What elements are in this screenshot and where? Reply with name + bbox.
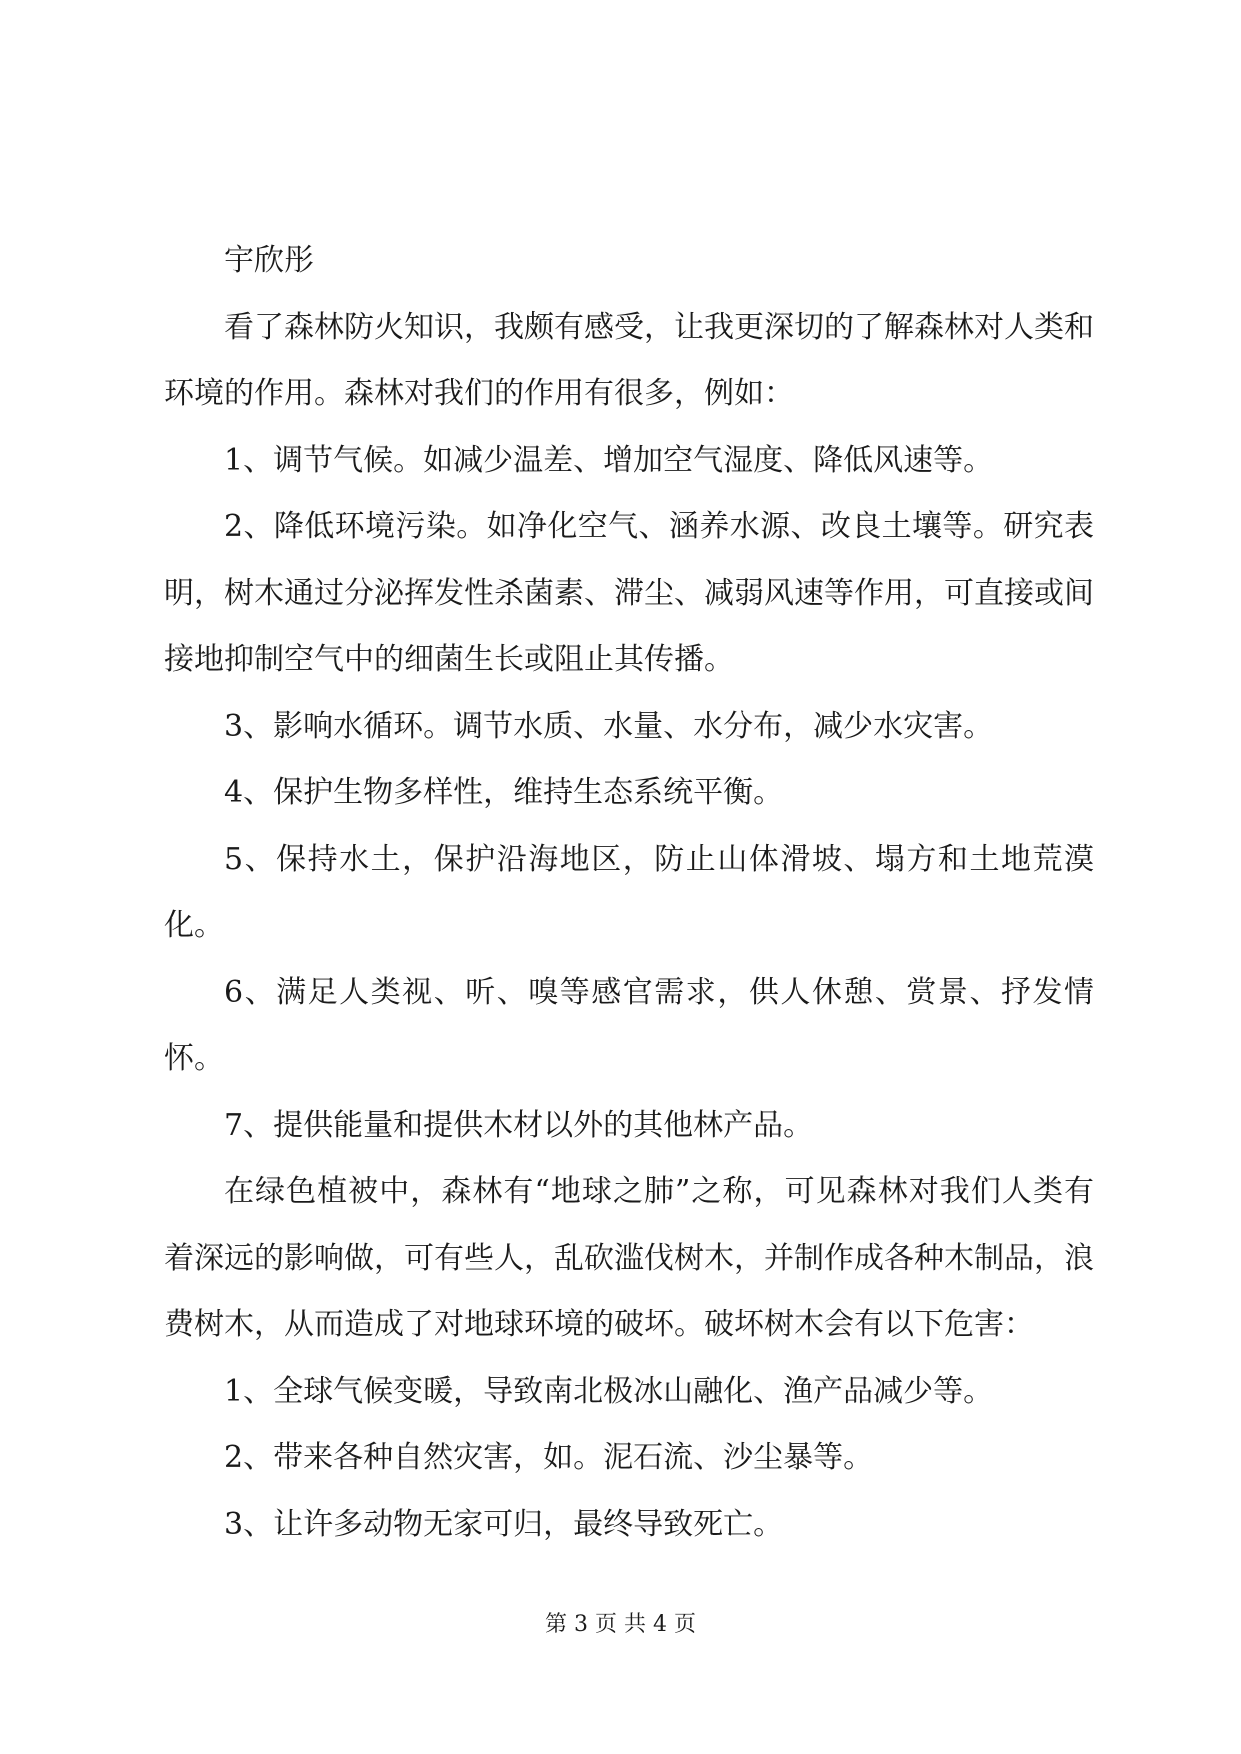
paragraph-harm-intro: 在绿色植被中，森林有“地球之肺”之称，可见森林对我们人类有着深远的影响做，可有些人，乱砍滥伐树木，并制作成各种木制品，浪费树木，从而造成了对地球环境的破坏。破坏树木会有以下危害： bbox=[164, 1174, 1094, 1342]
paragraph-benefit-3: 3、影响水循环。调节水质、水量、水分布，减少水灾害。 bbox=[224, 708, 994, 744]
paragraph-benefit-6: 6、满足人类视、听、嗅等感官需求，供人休憩、赏景、抒发情怀。 bbox=[164, 974, 1094, 1076]
paragraph-harm-3: 3、让许多动物无家可归，最终导致死亡。 bbox=[224, 1506, 784, 1542]
paragraph-benefit-4: 4、保护生物多样性，维持生态系统平衡。 bbox=[224, 775, 784, 810]
paragraph-harm-1: 1、全球气候变暖，导致南北极冰山融化、渔产品减少等。 bbox=[224, 1373, 994, 1409]
author-name: 宇欣彤 bbox=[224, 243, 314, 278]
paragraph-benefit-7: 7、提供能量和提供木材以外的其他林产品。 bbox=[224, 1107, 814, 1143]
paragraph-benefit-5: 5、保持水土，保护沿海地区，防止山体滑坡、塌方和土地荒漠化。 bbox=[164, 841, 1094, 943]
paragraph-benefit-1: 1、调节气候。如减少温差、增加空气湿度、降低风速等。 bbox=[224, 442, 994, 478]
page-number-footer: 第 3 页 共 4 页 bbox=[545, 1612, 696, 1637]
paragraph-benefit-2: 2、降低环境污染。如净化空气、涵养水源、改良土壤等。研究表明，树木通过分泌挥发性杀菌素、滞尘、减弱风速等作用，可直接或间接地抑制空气中的细菌生长或阻止其传播。 bbox=[164, 509, 1094, 677]
paragraph-intro: 看了森林防火知识，我颇有感受，让我更深切的了解森林对人类和环境的作用。森林对我们的作用有很多，例如： bbox=[164, 309, 1094, 411]
paragraph-harm-2: 2、带来各种自然灾害，如。泥石流、沙尘暴等。 bbox=[224, 1440, 874, 1475]
document-body bbox=[164, 228, 1094, 1558]
